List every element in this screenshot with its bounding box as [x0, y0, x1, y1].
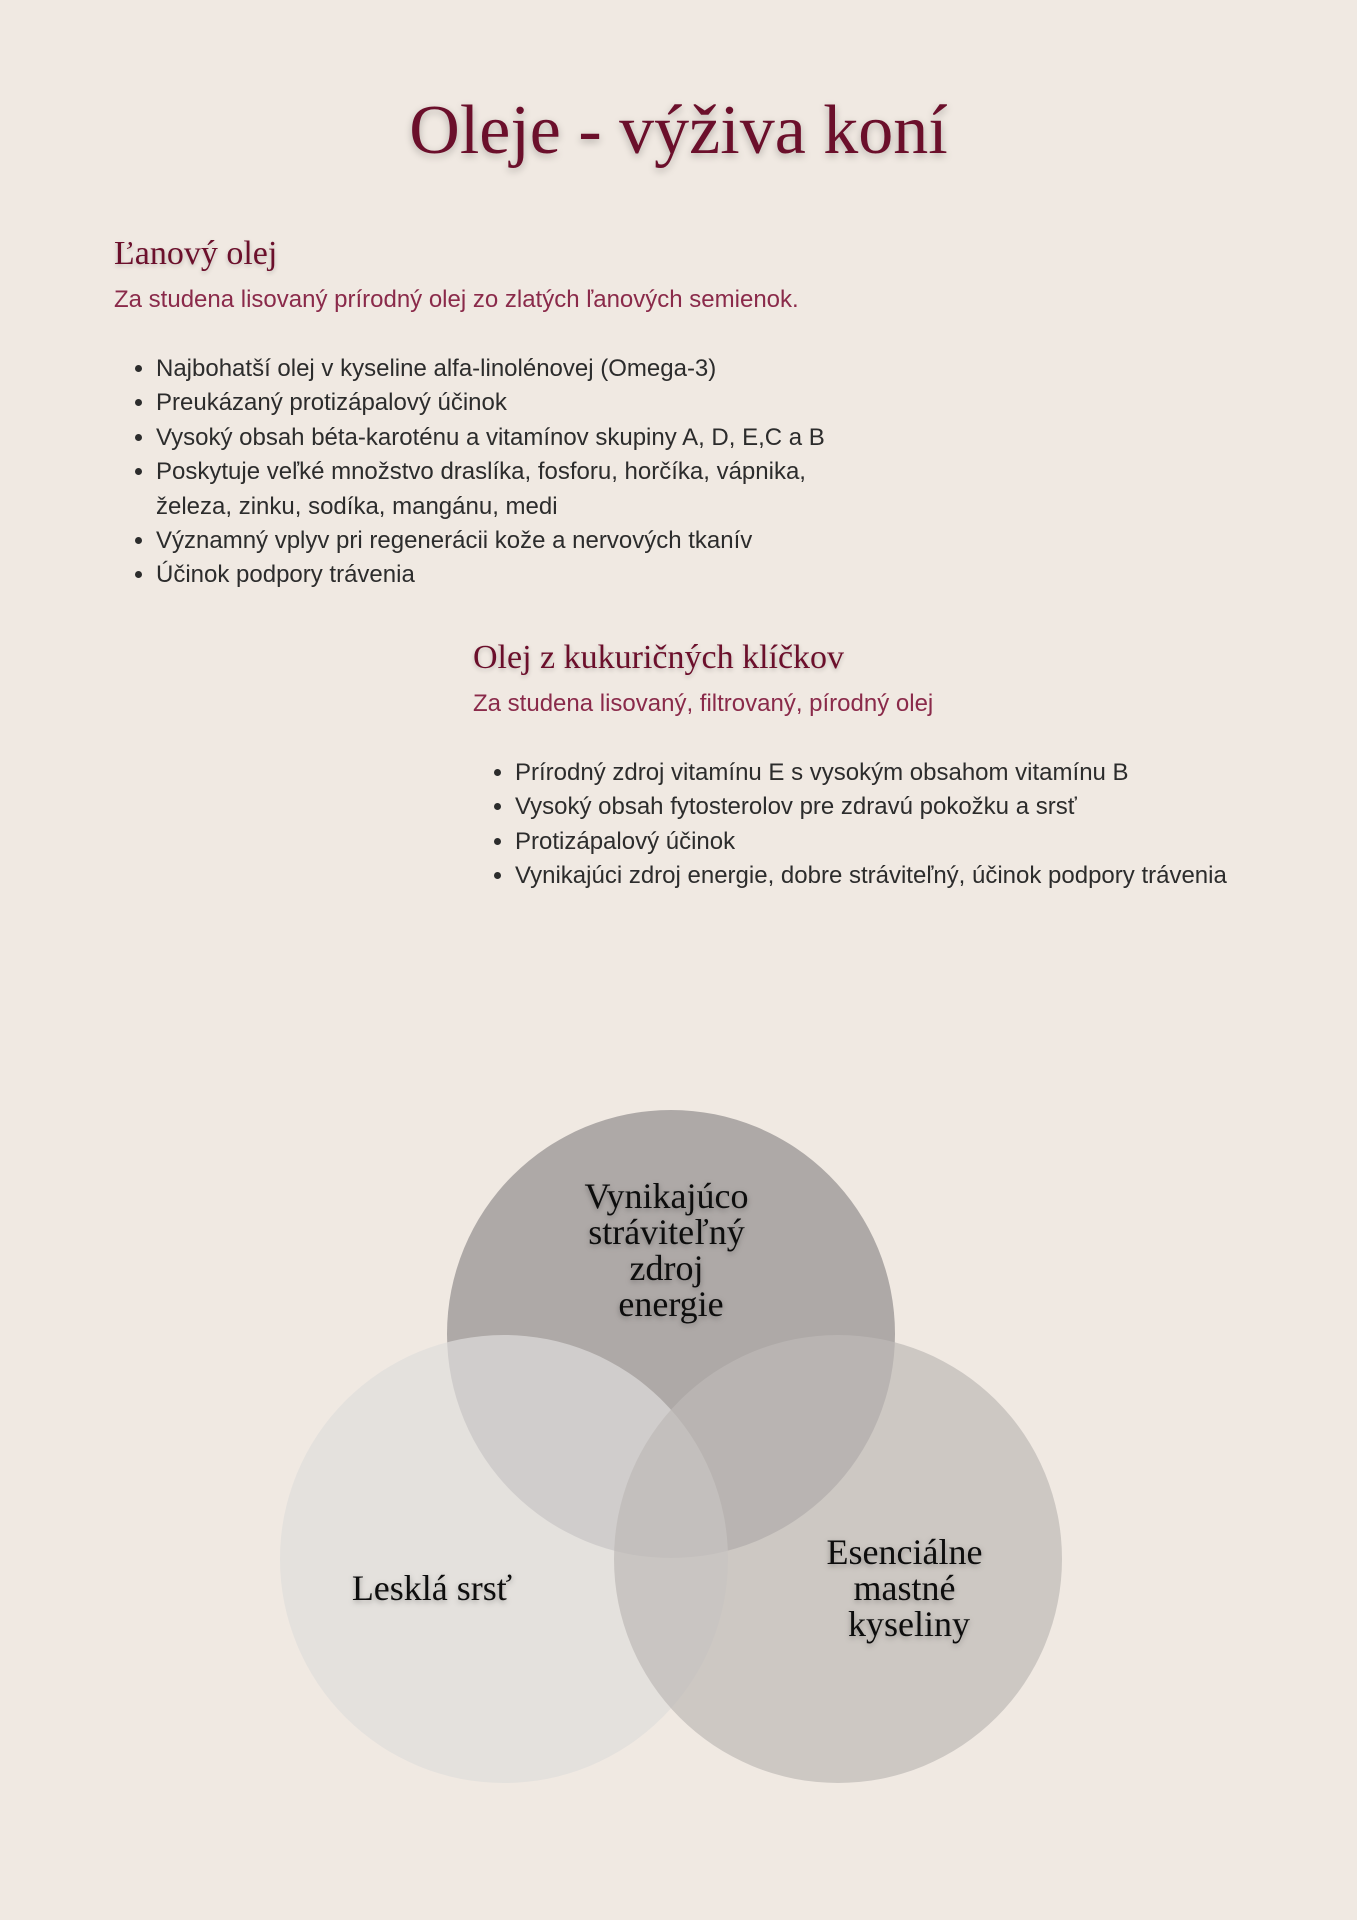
venn-label-energy: Vynikajúco stráviteľný zdroj energie [584, 1176, 749, 1324]
section-subtitle: Za studena lisovaný, filtrovaný, pírodný olej [473, 690, 934, 717]
list-item: • Vynikajúci zdroj energie, dobre stráviteľný, účinok podpory trávenia [515, 859, 1233, 893]
list-item: • Účinok podpory trávenia [156, 558, 874, 592]
list-item: • Významný vplyv pri regenerácii kože a nervových tkanív [156, 524, 874, 558]
section-title: Ľanový olej [114, 235, 278, 272]
list-item: • Poskytuje veľké množstvo draslíka, fosforu, horčíka, vápnika, železa, zinku, sodíka, mangánu, medi [156, 455, 874, 524]
page-title: Oleje - výživa koní [409, 92, 948, 169]
list-item: • Najbohatší olej v kyseline alfa-linolénovej (Omega-3) [156, 352, 874, 386]
venn-label-fatty-acids: Esenciálne mastné kyseliny [826, 1532, 983, 1644]
section-title: Olej z kukuričných klíčkov [473, 639, 845, 676]
list-item: • Vysoký obsah fytosterolov pre zdravú pokožku a srsť [515, 790, 1233, 824]
venn-label-coat: Lesklá srsť [351, 1568, 513, 1608]
section-subtitle: Za studena lisovaný prírodný olej zo zlatých ľanových semienok. [114, 286, 799, 313]
list-item: • Prírodný zdroj vitamínu E s vysokým obsahom vitamínu B [515, 756, 1233, 790]
list-item: • Vysoký obsah béta-karoténu a vitamínov skupiny A, D, E,C a B [156, 421, 874, 455]
list-item: • Protizápalový účinok [515, 825, 1233, 859]
list-item: • Preukázaný protizápalový účinok [156, 386, 874, 420]
